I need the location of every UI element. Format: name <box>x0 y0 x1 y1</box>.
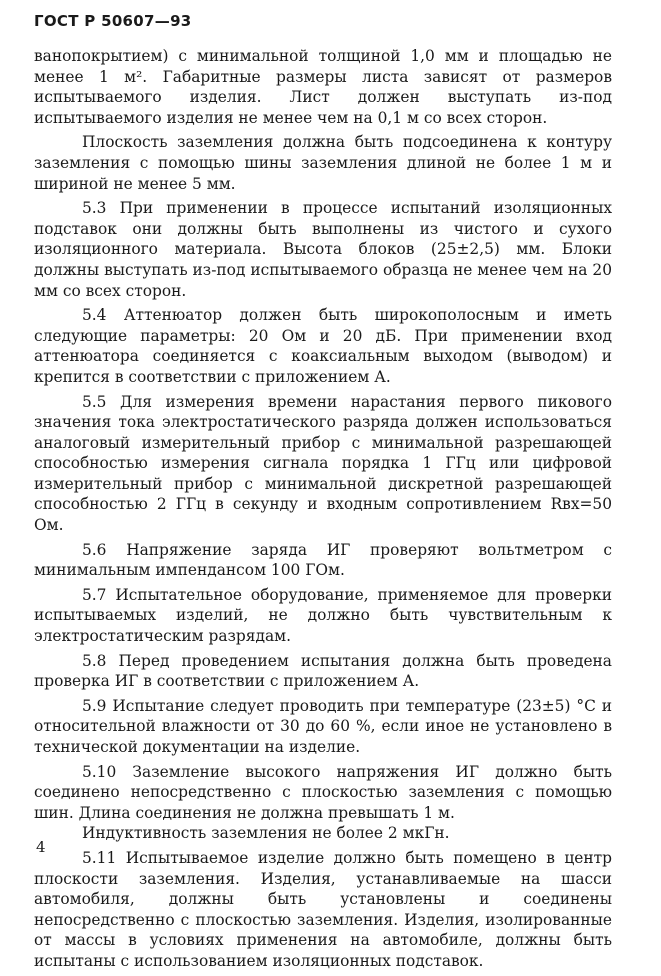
paragraph-5-4: 5.4 Аттенюатор должен быть широкополосным и иметь следующие параметры: 20 Ом и 20 дБ. При применении вход аттенюатора соединяется с коаксиальным выходом (выводом) и крепится в соответствии с приложением А. <box>34 306 612 386</box>
document-body <box>34 46 612 976</box>
paragraph-ground-plane: Плоскость заземления должна быть подсоединена к контуру заземления с помощью шины заземления длиной не более 1 м и шириной не менее 5 мм. <box>34 133 612 193</box>
page-number: 4 <box>36 838 46 856</box>
paragraph-5-5: 5.5 Для измерения времени нарастания первого пикового значения тока электростатического разряда должен использоваться аналоговый измерительный прибор с минимальной разрешающей способностью измерения сигнала порядка 1 ГГц или цифровой измерительный прибор с минимальной дискретной разрешающей способностью 2 ГГц в секунду и входным сопротивлением Rвх=50 Ом. <box>34 392 612 535</box>
paragraph-5-3: 5.3 При применении в процессе испытаний изоляционных подставок они должны быть выполнены из чистого и сухого изоляционного материала. Высота блоков (25±2,5) мм. Блоки должны выступать из-под испытываемого образца не менее чем на 20 мм со всех сторон. <box>34 199 612 300</box>
paragraph-5-11: 5.11 Испытываемое изделие должно быть помещено в центр плоскости заземления. Изделия, устанавливаемые на шасси автомобиля, должны быть установлены и соединены непосредственно с плоскостью заземления. Изделия, изолированные от массы в условиях применения на автомобиле, должны быть испытаны с использованием изоляционных подставок. <box>34 848 612 970</box>
page-header: ГОСТ Р 50607—93 <box>34 12 192 30</box>
paragraph-5-8: 5.8 Перед проведением испытания должна быть проведена проверка ИГ в соответствии с приложением А. <box>34 651 612 691</box>
paragraph-5-9: 5.9 Испытание следует проводить при температуре (23±5) °С и относительной влажности от 30 до 60 %, если иное не установлено в технической документации на изделие. <box>34 696 612 756</box>
paragraph-inductance: Индуктивность заземления не более 2 мкГн. <box>82 824 450 843</box>
paragraph-5-10: 5.10 Заземление высокого напряжения ИГ должно быть соединено непосредственно с плоскостью заземления с помощью шин. Длина соединения не должна превышать 1 м. <box>34 762 612 822</box>
paragraph-5-7: 5.7 Испытательное оборудование, применяемое для проверки испытываемых изделий, не должно быть чувствительным к электростатическим разрядам. <box>34 585 612 646</box>
paragraph-5-6: 5.6 Напряжение заряда ИГ проверяют вольтметром с минимальным импендансом 100 ГОм. <box>34 540 612 580</box>
paragraph-continuation: ванопокрытием) с минимальной толщиной 1,0 мм и площадью не менее 1 м². Габаритные размеры листа зависят от размеров испытываемого изделия. Лист должен выступать из-под испытываемого изделия не менее чем на 0,1 м со всех сторон. <box>34 47 612 127</box>
